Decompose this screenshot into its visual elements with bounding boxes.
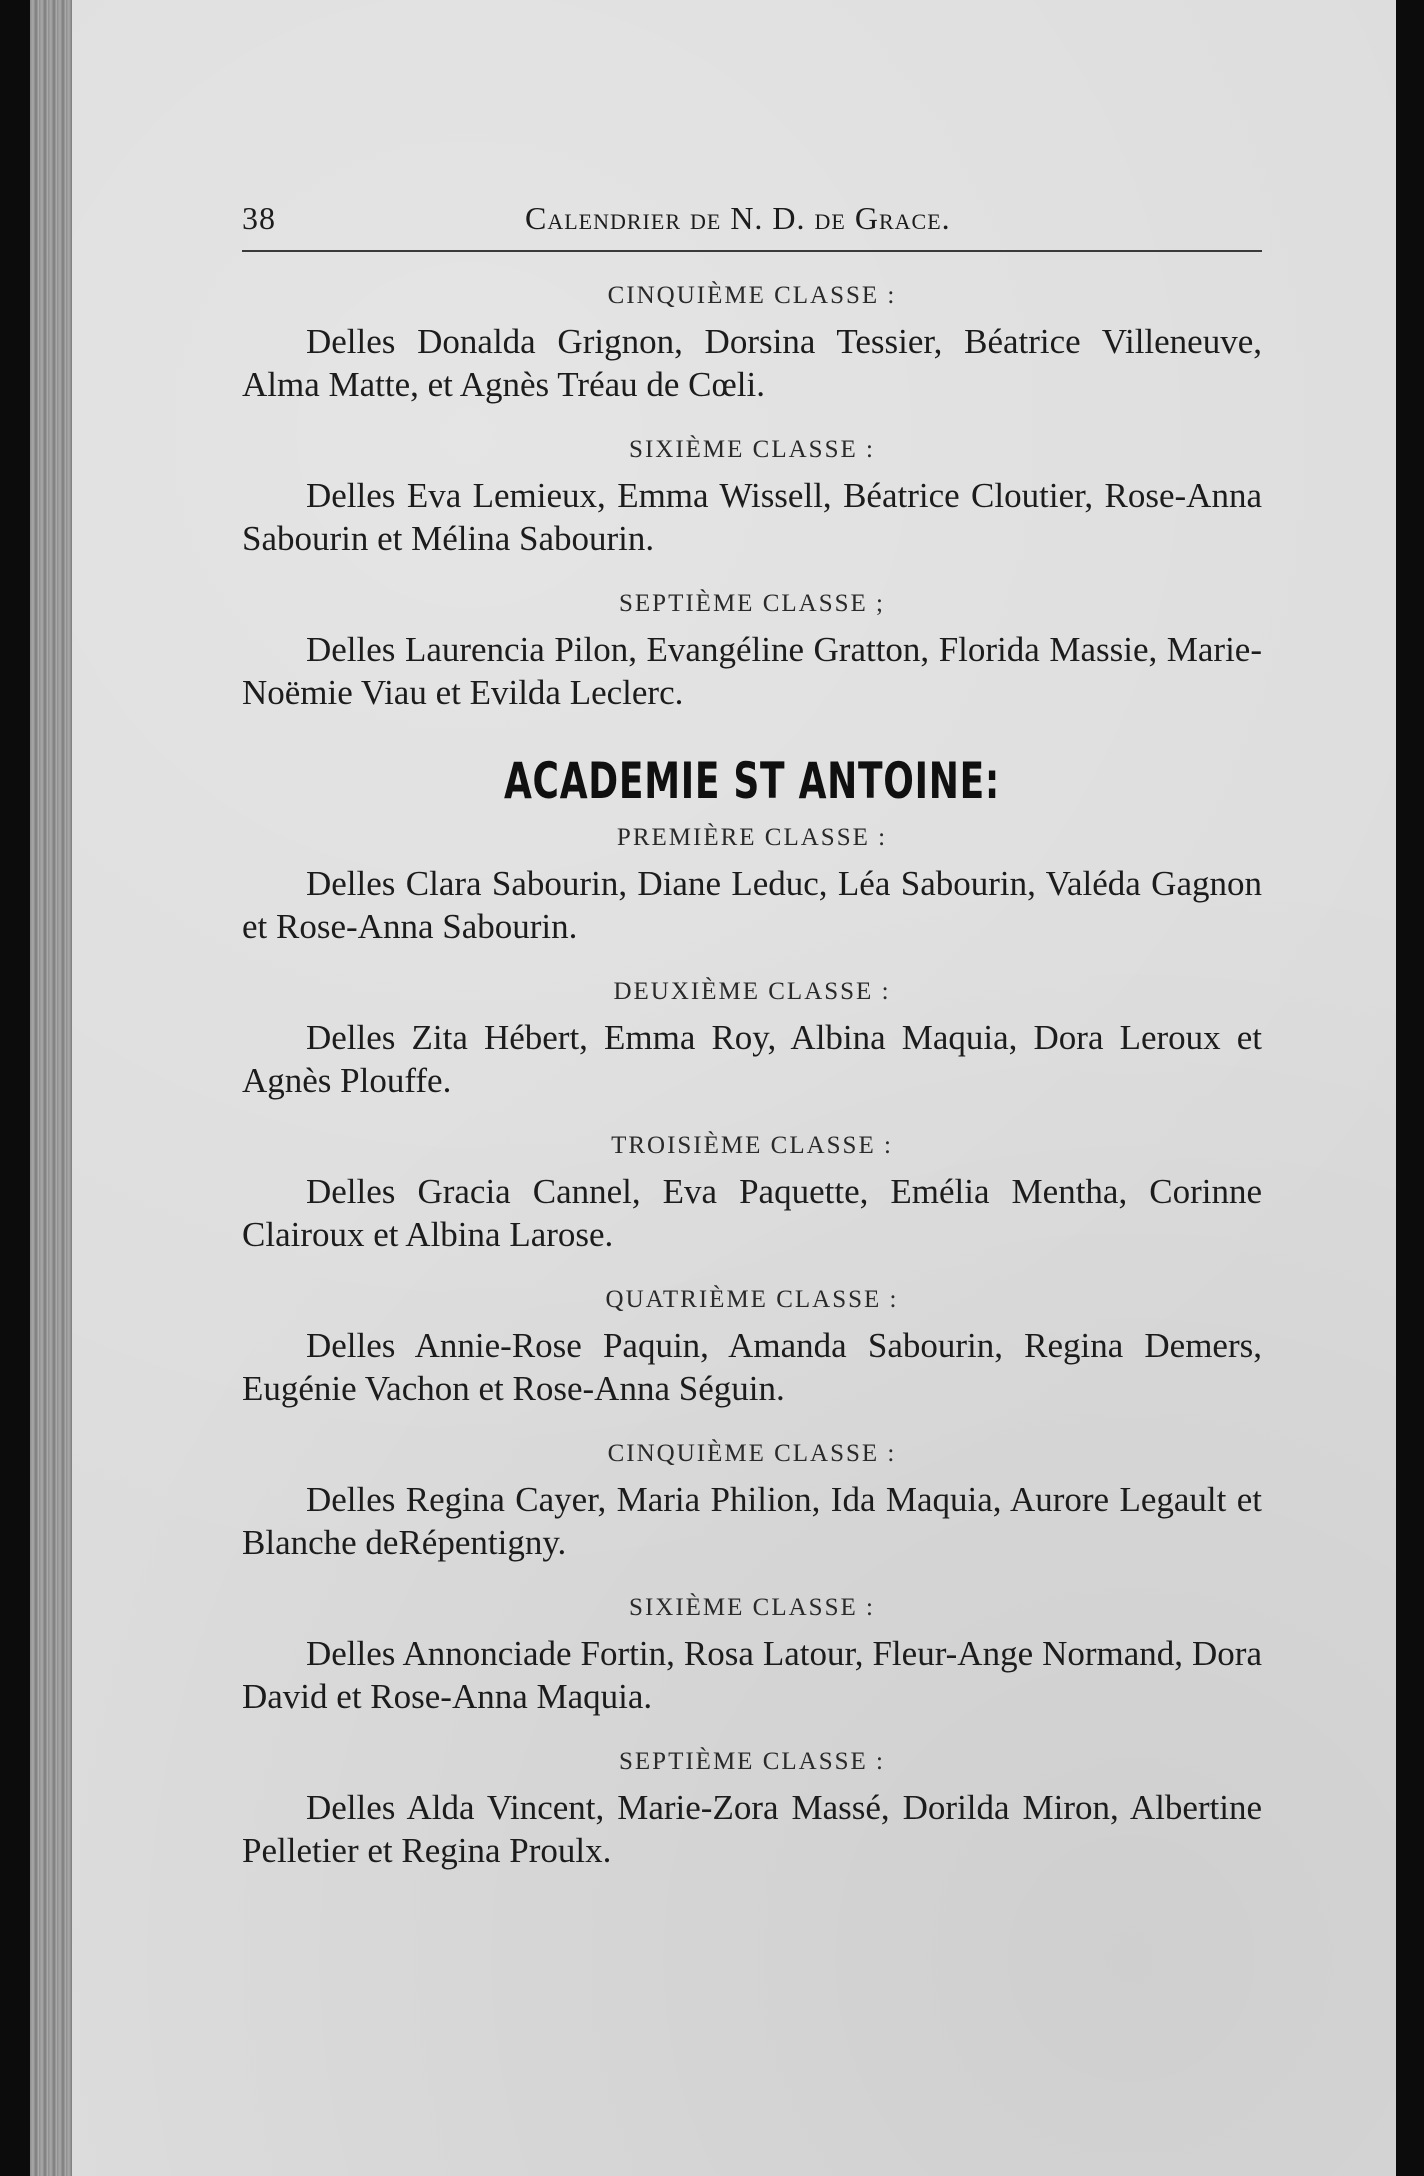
running-title: Calendrier de N. D. de Grace. [525, 200, 951, 236]
class-heading: PREMIÈRE CLASSE : [616, 824, 888, 851]
student-names: Delles Donalda Grignon, Dorsina Tessier, Béatrice Villeneuve, Alma Matte, et Agnès Tréau de Cœli. [242, 322, 1262, 404]
academy-heading: ACADEMIE ST ANTOINE: [503, 752, 1001, 810]
class-heading: SEPTIÈME CLASSE ; [619, 590, 885, 617]
class-section [242, 1594, 1262, 1718]
class-heading: CINQUIÈME CLASSE : [607, 282, 897, 309]
class-section [242, 978, 1262, 1102]
class-heading: SIXIÈME CLASSE : [629, 1594, 875, 1621]
class-section [242, 282, 1262, 406]
student-names: Delles Regina Cayer, Maria Philion, Ida Maquia, Aurore Legault et Blanche deRépentigny. [242, 1480, 1262, 1562]
student-names: Delles Annonciade Fortin, Rosa Latour, Fleur-Ange Normand, Dora David et Rose-Anna Maquia. [242, 1634, 1262, 1716]
student-names: Delles Eva Lemieux, Emma Wissell, Béatrice Cloutier, Rose-Anna Sabourin et Mélina Sabourin. [242, 476, 1262, 558]
running-head [242, 200, 1262, 252]
class-heading: SIXIÈME CLASSE : [629, 436, 875, 463]
student-names: Delles Gracia Cannel, Eva Paquette, Emélia Mentha, Corinne Clairoux et Albina Larose. [242, 1172, 1262, 1254]
class-heading: DEUXIÈME CLASSE : [613, 978, 891, 1005]
class-heading: SEPTIÈME CLASSE : [619, 1748, 885, 1775]
page-number: 38 [242, 200, 276, 236]
student-names: Delles Zita Hébert, Emma Roy, Albina Maquia, Dora Leroux et Agnès Plouffe. [242, 1018, 1262, 1100]
student-names: Delles Clara Sabourin, Diane Leduc, Léa Sabourin, Valéda Gagnon et Rose-Anna Sabourin. [242, 864, 1262, 946]
book-page [72, 0, 1396, 2176]
class-section [242, 824, 1262, 948]
class-heading: CINQUIÈME CLASSE : [607, 1440, 897, 1467]
class-section [242, 590, 1262, 714]
class-section [242, 1286, 1262, 1410]
class-section [242, 1440, 1262, 1564]
student-names: Delles Annie-Rose Paquin, Amanda Sabourin, Regina Demers, Eugénie Vachon et Rose-Anna Séguin. [242, 1326, 1262, 1408]
class-heading: TROISIÈME CLASSE : [611, 1132, 893, 1159]
student-names: Delles Alda Vincent, Marie-Zora Massé, Dorilda Miron, Albertine Pelletier et Regina Proulx. [242, 1788, 1262, 1870]
class-section [242, 1132, 1262, 1256]
student-names: Delles Laurencia Pilon, Evangéline Gratton, Florida Massie, Marie-Noëmie Viau et Evilda Leclerc. [242, 630, 1262, 712]
class-section [242, 436, 1262, 560]
class-section [242, 1748, 1262, 1872]
page-content [242, 282, 1262, 1902]
class-heading: QUATRIÈME CLASSE : [605, 1286, 899, 1313]
